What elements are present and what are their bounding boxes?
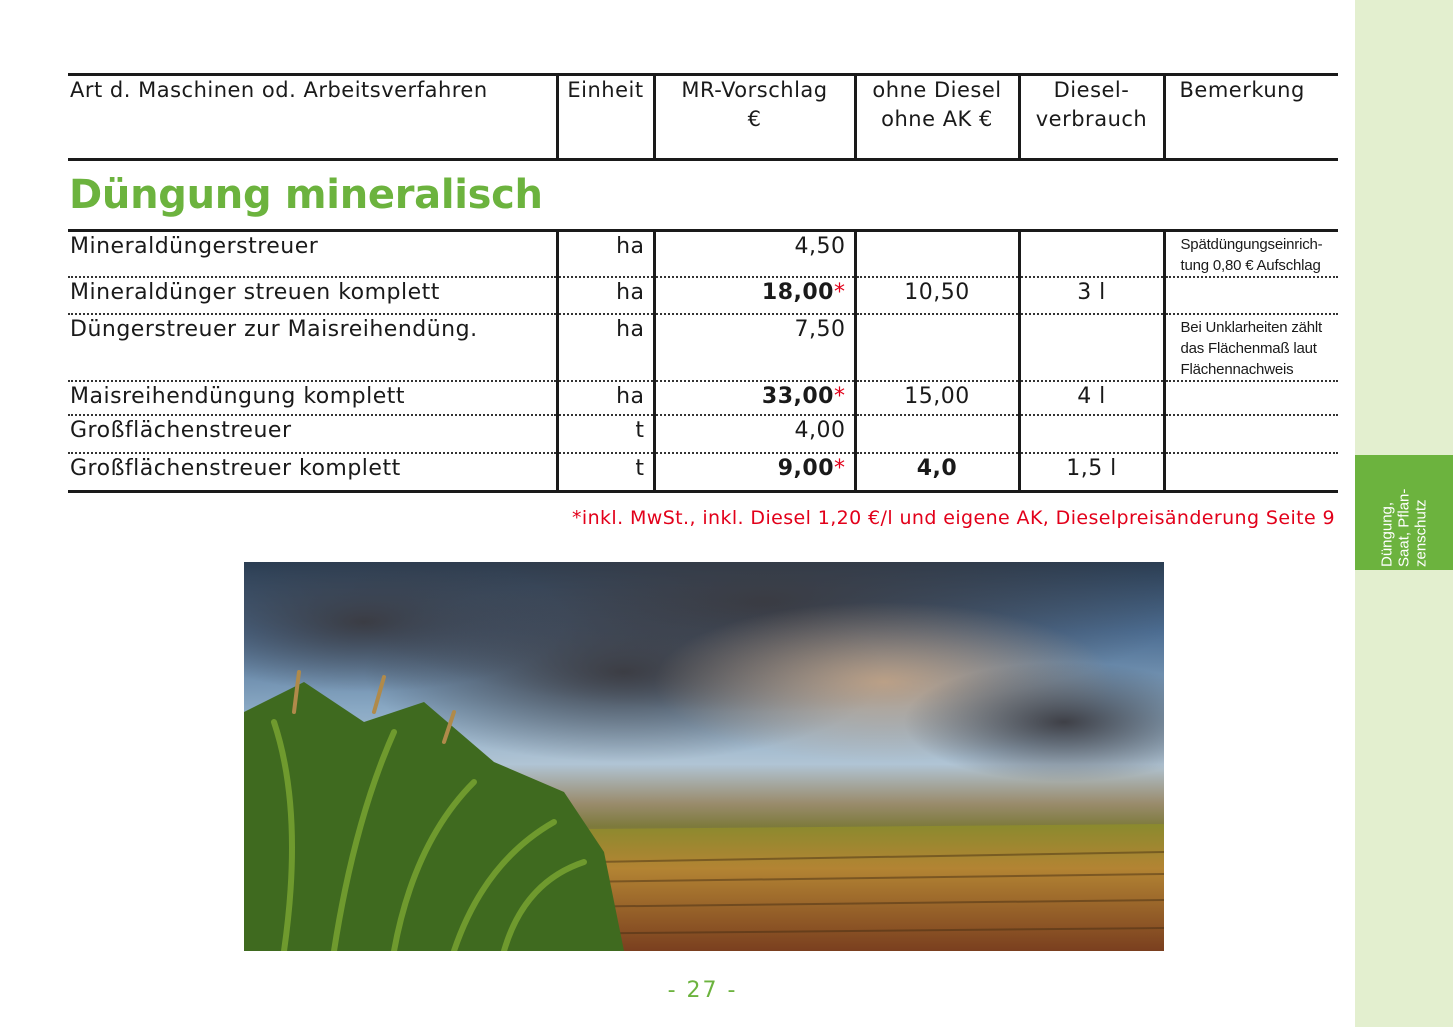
row-unit: t — [557, 415, 654, 453]
row-unit: ha — [557, 277, 654, 314]
mr-star: * — [834, 280, 846, 305]
header-mr: MR-Vorschlag € — [654, 75, 855, 160]
row-name: Großflächenstreuer — [68, 415, 557, 453]
row-diesel: 4 l — [1019, 381, 1164, 415]
row-name: Mineraldüngerstreuer — [68, 231, 557, 278]
row-name: Maisreihendüngung komplett — [68, 381, 557, 415]
header-name: Art d. Maschinen od. Arbeitsverfahren — [68, 75, 557, 160]
row-mr-price — [654, 415, 855, 453]
section-cell — [68, 160, 1338, 231]
mr-value: 7,50 — [794, 317, 846, 342]
price-table — [68, 73, 1338, 493]
row-bemerkung — [1164, 314, 1338, 381]
row-name: Düngerstreuer zur Maisreihendüng. — [68, 314, 557, 381]
header-bemerkung: Bemerkung — [1164, 75, 1338, 160]
table-row — [68, 415, 1338, 453]
table-row — [68, 314, 1338, 381]
mr-value: 4,50 — [794, 234, 846, 259]
mr-value: 18,00 — [761, 280, 834, 305]
table-row — [68, 381, 1338, 415]
row-ohne-diesel: 15,00 — [855, 381, 1019, 415]
row-bemerkung — [1164, 415, 1338, 453]
mr-value: 9,00 — [777, 456, 834, 481]
footnote: *inkl. MwSt., inkl. Diesel 1,20 €/l und eigene AK, Dieselpreisänderung Seite 9 — [571, 507, 1335, 529]
row-ohne-diesel — [855, 314, 1019, 381]
row-mr-price — [654, 381, 855, 415]
row-diesel — [1019, 415, 1164, 453]
table-header — [68, 75, 1338, 160]
row-mr-price — [654, 231, 855, 278]
header-ohne-diesel: ohne Diesel ohne AK € — [855, 75, 1019, 160]
cornfield-photo — [244, 562, 1164, 951]
table-body — [68, 231, 1338, 492]
row-unit: t — [557, 453, 654, 491]
row-diesel — [1019, 231, 1164, 278]
bemerkung-line: Bei Unklarheiten zählt — [1180, 319, 1323, 336]
mr-star: * — [834, 456, 846, 481]
row-mr-price — [654, 314, 855, 381]
row-unit: ha — [557, 231, 654, 278]
row-diesel: 3 l — [1019, 277, 1164, 314]
bemerkung-line: tung 0,80 € Aufschlag — [1180, 257, 1321, 274]
row-name: Großflächenstreuer komplett — [68, 453, 557, 491]
row-bemerkung — [1164, 453, 1338, 491]
chapter-tab[interactable] — [1355, 455, 1453, 570]
row-bemerkung — [1164, 277, 1338, 314]
bemerkung-line: Spätdüngungseinrich- — [1180, 236, 1323, 253]
table-row — [68, 453, 1338, 491]
header-unit: Einheit — [557, 75, 654, 160]
row-diesel — [1019, 314, 1164, 381]
section-title: Düngung mineralisch — [69, 172, 543, 218]
row-mr-price — [654, 277, 855, 314]
bemerkung-line: das Flächenmaß laut — [1180, 340, 1317, 357]
row-ohne-diesel: 4,0 — [855, 453, 1019, 491]
row-unit: ha — [557, 381, 654, 415]
row-ohne-diesel: 10,50 — [855, 277, 1019, 314]
row-diesel: 1,5 l — [1019, 453, 1164, 491]
row-mr-price — [654, 453, 855, 491]
table-row — [68, 231, 1338, 278]
section-row — [68, 160, 1338, 231]
mr-value: 33,00 — [761, 384, 834, 409]
header-diesel: Diesel- verbrauch — [1019, 75, 1164, 160]
row-bemerkung — [1164, 381, 1338, 415]
bemerkung-line: Flächennachweis — [1180, 361, 1294, 378]
row-ohne-diesel — [855, 415, 1019, 453]
row-name: Mineraldünger streuen komplett — [68, 277, 557, 314]
row-ohne-diesel — [855, 231, 1019, 278]
page-number: - 27 - — [667, 978, 738, 1003]
mr-star: * — [834, 384, 846, 409]
cornfield-sky-photo-icon — [244, 562, 1164, 951]
chapter-tab-label: Düngung, Saat, Pflan- zenschutz — [1378, 488, 1430, 567]
table-row — [68, 277, 1338, 314]
mr-value: 4,00 — [794, 418, 846, 443]
row-unit: ha — [557, 314, 654, 381]
row-bemerkung — [1164, 231, 1338, 278]
